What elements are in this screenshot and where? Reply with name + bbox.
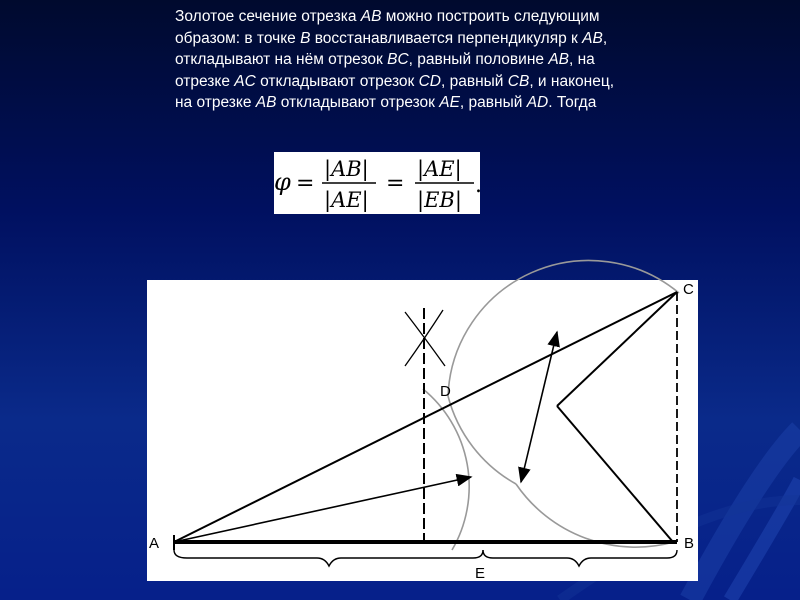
label-a: A: [149, 535, 160, 552]
label-b: B: [684, 535, 695, 552]
construction-description: Золотое сечение отрезка AB можно построить следующим образом: в точке B восстанавливается перпендикуляр к AB, откладывают на нём отрезок BC, равный половине AB, на отрезке AC откладывают отрезок CD, равный CB, и наконец, на отрезке AB откладывают отрезок AE, равный AD. Тогда: [175, 8, 615, 111]
arc-ad-to-e: [423, 389, 469, 550]
segment-ab: AB: [360, 8, 382, 25]
double-arrow-radius: [521, 332, 557, 482]
numerator-ab: |AB|: [324, 157, 369, 181]
period: .: [475, 173, 482, 198]
denominator-ae: |AE|: [324, 188, 369, 212]
denominator-eb: |EB|: [417, 188, 462, 212]
segment-cb: CB: [507, 72, 530, 90]
construction-diagram: [147, 280, 698, 581]
segment-ac: AC: [234, 72, 256, 90]
brace-ae: [174, 550, 483, 566]
side-b: [557, 406, 673, 542]
hypotenuse-ac: [174, 292, 677, 542]
golden-ratio-formula: [274, 152, 480, 214]
segment-ae: AE: [439, 94, 460, 111]
arrow-a-to-arc: [174, 477, 471, 542]
equals-sign-2: =: [386, 171, 405, 196]
label-d: D: [440, 383, 451, 400]
segment-ab: AB: [255, 94, 277, 111]
label-e: E: [475, 565, 486, 582]
segment-cd: CD: [418, 72, 441, 90]
numerator-ae: |AE|: [417, 157, 462, 181]
segment-bc: BC: [387, 51, 409, 68]
brace-eb: [483, 550, 677, 566]
segment-ad: AD: [526, 94, 549, 111]
equals-sign-1: =: [296, 171, 315, 196]
point-b-ref: B: [300, 29, 311, 47]
label-c: C: [683, 281, 694, 298]
side-c: [557, 292, 677, 406]
phi-symbol: φ: [274, 168, 291, 196]
segment-ab: AB: [582, 29, 603, 47]
arc-cross-d: [448, 396, 516, 484]
arc-upper-cd: [448, 260, 679, 396]
segment-ab: AB: [548, 51, 569, 68]
